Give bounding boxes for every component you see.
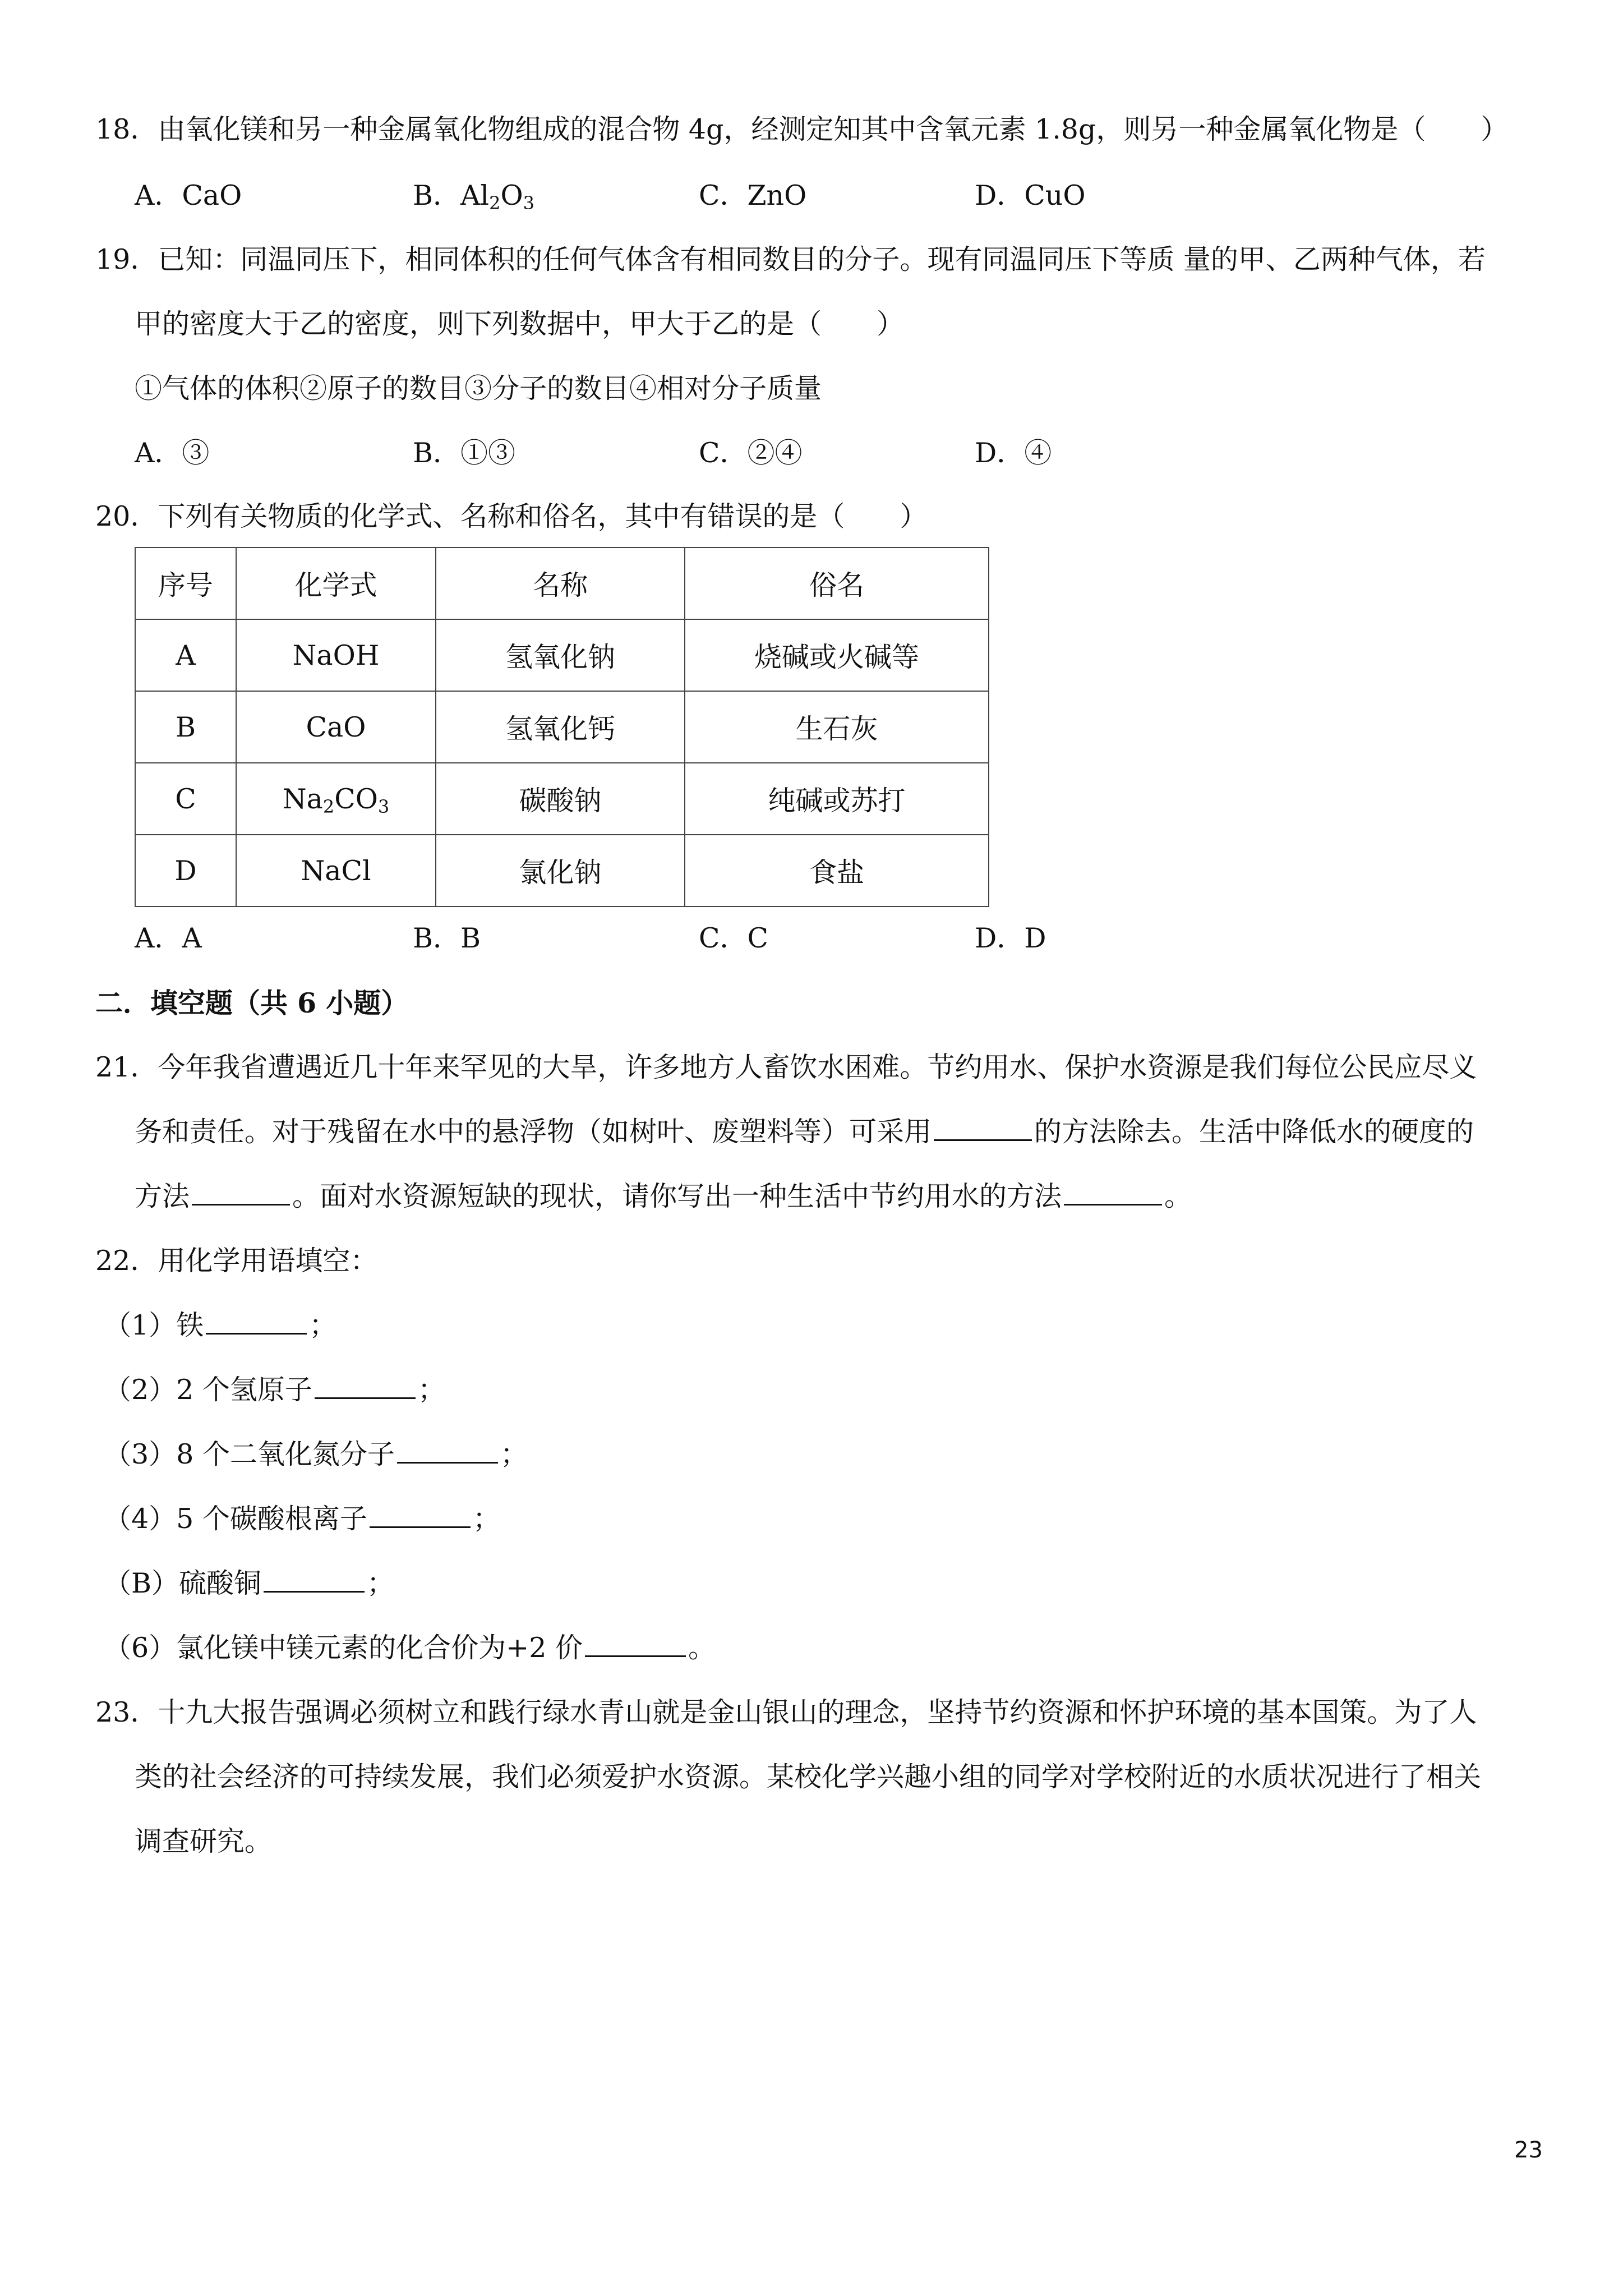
q19-line-3: ①气体的体积②原子的数目③分子的数目④相对分子质量 — [135, 372, 822, 404]
table-cell-common: 生石灰 — [685, 691, 989, 763]
table-row — [135, 691, 989, 763]
chemical-table — [135, 547, 989, 907]
q18-option-a: A．CaO — [135, 180, 242, 211]
q22-stem: 22．用化学用语填空： — [95, 1245, 378, 1277]
q22-item-2: （2）2 个氢原子 ； — [104, 1372, 445, 1409]
q18-option-b: B．$Al_2O_3$ — [413, 180, 534, 214]
q23-line-2: 类的社会经济的可持续发展，我们必须爱护水资源。某校化学兴趣小组的同学对学校附近的水质状况进行了相关 — [135, 1761, 1482, 1793]
table-row — [135, 763, 989, 835]
q22-item-1: （1）铁 ； — [104, 1307, 336, 1344]
answer-blank[interactable] — [192, 1178, 290, 1205]
q19-option-b: B．①③ — [413, 437, 516, 469]
answer-blank[interactable] — [370, 1501, 471, 1528]
table-row — [135, 619, 989, 691]
answer-blank[interactable] — [934, 1114, 1032, 1141]
q23-line-1: 23．十九大报告强调必须树立和践行绿水青山就是金山银山的理念，坚持节约资源和怀护环境的基本国策。为了人 — [95, 1696, 1477, 1728]
table-row — [135, 835, 989, 907]
table-header-row — [135, 547, 989, 619]
table-header-cell: 化学式 — [236, 547, 436, 619]
q20-option-b: B．B — [413, 922, 481, 954]
q22-item-4: （4）5 个碳酸根离子 ； — [104, 1501, 500, 1538]
q20-option-a: A．A — [135, 922, 202, 954]
q21-line-2: 务和责任。对于残留在水中的悬浮物（如树叶、废塑料等）可采用 的方法除去。生活中降低水的硬度的 — [135, 1114, 1474, 1151]
answer-blank[interactable] — [585, 1630, 686, 1657]
q22-item-5: （B）硫酸铜 ； — [104, 1565, 394, 1602]
table-cell-formula: CaO — [236, 691, 436, 763]
table-cell-id: D — [135, 835, 236, 907]
table-header-cell: 名称 — [436, 547, 685, 619]
q22-item-3: （3）8 个二氧化氮分子 ； — [104, 1436, 528, 1473]
q19-option-a: A．③ — [135, 437, 210, 469]
q23-line-3: 调查研究。 — [135, 1825, 273, 1857]
table-cell-name: 氢氧化钠 — [436, 619, 685, 691]
answer-blank[interactable] — [315, 1372, 416, 1399]
answer-blank[interactable] — [206, 1307, 307, 1335]
q20-stem: 20．下列有关物质的化学式、名称和俗名，其中有错误的是（ ） — [95, 500, 928, 532]
q18-option-c: C．ZnO — [699, 180, 807, 211]
table-header-cell: 俗名 — [685, 547, 989, 619]
q20-option-d: D．D — [975, 922, 1046, 954]
section-heading: 二．填空题（共 6 小题） — [95, 987, 409, 1019]
table-cell-common: 纯碱或苏打 — [685, 763, 989, 835]
table-cell-name: 碳酸钠 — [436, 763, 685, 835]
table-cell-formula: NaOH — [236, 619, 436, 691]
table-header-cell: 序号 — [135, 547, 236, 619]
table-cell-common: 烧碱或火碱等 — [685, 619, 989, 691]
table-cell-id: B — [135, 691, 236, 763]
q19-option-c: C．②④ — [699, 437, 803, 469]
q21-line-3: 方法 。面对水资源短缺的现状，请你写出一种生活中节约用水的方法 。 — [135, 1178, 1192, 1215]
table-cell-name: 氯化钠 — [436, 835, 685, 907]
q21-line-1: 21．今年我省遭遇近几十年来罕见的大旱，许多地方人畜饮水困难。节约用水、保护水资源是我们每位公民应尽义 — [95, 1051, 1477, 1083]
q18-option-d: D．CuO — [975, 180, 1086, 211]
table-cell-formula: $Na_2CO_3$ — [236, 763, 436, 835]
q19-line-2: 甲的密度大于乙的密度，则下列数据中，甲大于乙的是（ ） — [135, 308, 905, 340]
answer-blank[interactable] — [264, 1565, 365, 1593]
q20-option-c: C．C — [699, 922, 768, 954]
table-cell-id: C — [135, 763, 236, 835]
table-cell-formula: NaCl — [236, 835, 436, 907]
q18-stem: 18．由氧化镁和另一种金属氧化物组成的混合物 4g，经测定知其中含氧元素 1.8g，则另一种金属氧化物是（ ） — [95, 113, 1509, 145]
table-cell-id: A — [135, 619, 236, 691]
q22-item-6: （6）氯化镁中镁元素的化合价为+2 价 。 — [104, 1630, 716, 1667]
answer-blank[interactable] — [397, 1436, 498, 1464]
answer-blank[interactable] — [1064, 1178, 1162, 1205]
page-number: 23 — [1514, 2137, 1543, 2163]
table-cell-name: 氢氧化钙 — [436, 691, 685, 763]
q19-option-d: D．④ — [975, 437, 1052, 469]
table-cell-common: 食盐 — [685, 835, 989, 907]
q19-line-1: 19．已知：同温同压下，相同体积的任何气体含有相同数目的分子。现有同温同压下等质 量的甲、乙两种气体，若 — [95, 243, 1486, 275]
